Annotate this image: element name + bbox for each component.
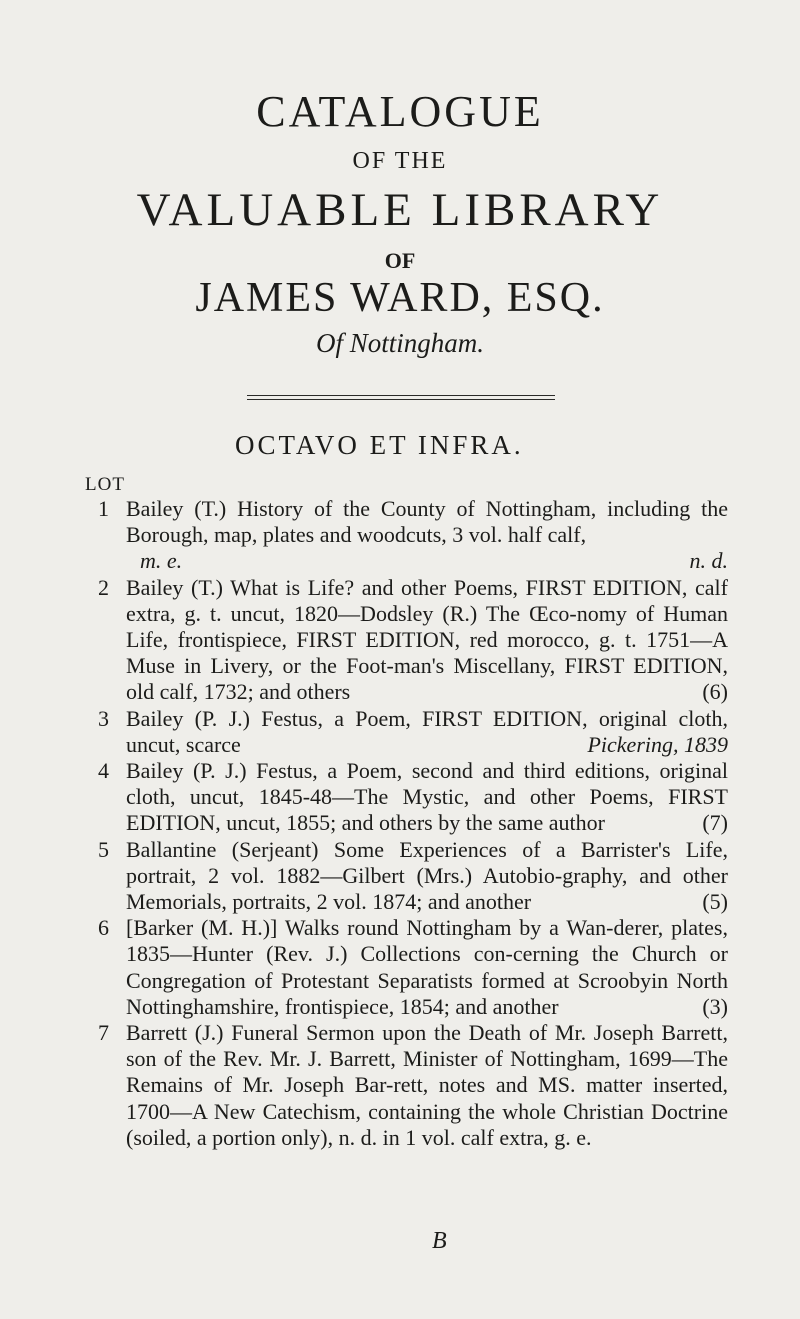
lot-volume-count: (5) xyxy=(702,889,728,915)
lot-description: Bailey (P. J.) Festus, a Poem, FIRST EDITION, original cloth, uncut, scarce xyxy=(126,705,728,757)
owner-place: Of Nottingham. xyxy=(315,328,484,358)
signature-mark: B xyxy=(432,1228,447,1254)
of-line: OF xyxy=(384,248,416,273)
lot-volume-count: (6) xyxy=(702,679,728,705)
lot-number: 4 xyxy=(98,758,109,784)
lot-description: [Barker (M. H.)] Walks round Nottingham by a Wan-derer, plates, 1835—Hunter (Rev. J.) Collections con-cerning the Church or Congregation of Protestant Separatists formed at Scroobyin North Nottinghamshire, frontispiece, 1854; and another xyxy=(126,915,728,1019)
lot-imprint: Pickering, 1839 xyxy=(587,731,728,757)
lot-entry xyxy=(100,915,728,1020)
lot-description: Ballantine (Serjeant) Some Experiences of a Barrister's Life, portrait, 2 vol. 1882—Gilbert (Mrs.) Autobio-graphy, and other Memorials, portraits, 2 vol. 1874; and another xyxy=(126,836,728,915)
lot-column-label: LOT xyxy=(85,474,125,495)
lot-edge-note: m. e. xyxy=(140,548,183,574)
lot-number: 7 xyxy=(98,1020,109,1046)
lot-date-note: n. d. xyxy=(689,548,728,574)
lot-entry xyxy=(100,575,728,706)
lot-description: Bailey (P. J.) Festus, a Poem, second and third editions, original cloth, uncut, 1845-48—The Mystic, and other Poems, FIRST EDITION, uncut, 1855; and others by the same author xyxy=(126,758,728,836)
lot-number: 5 xyxy=(98,836,109,862)
lot-entry xyxy=(100,706,728,758)
of-the-line: OF THE xyxy=(352,148,448,174)
lot-number: 1 xyxy=(98,496,109,521)
lot-number: 2 xyxy=(98,574,109,600)
catalogue-title: CATALOGUE xyxy=(256,87,544,136)
lot-entry xyxy=(100,1020,728,1151)
lot-entry xyxy=(100,496,728,575)
lot-volume-count: (7) xyxy=(702,810,728,836)
title-divider-rule xyxy=(247,395,555,400)
lot-number: 6 xyxy=(98,915,109,941)
lot-number: 3 xyxy=(98,705,109,731)
lot-entry xyxy=(100,837,728,916)
lot-list xyxy=(100,496,728,1151)
lot-description: Barrett (J.) Funeral Sermon upon the Death of Mr. Joseph Barrett, son of the Rev. Mr. J. Barrett, Minister of Nottingham, 1699—The Remains of Mr. Joseph Bar-rett, notes and MS. matter inserted, 1700—A New Catechism, containing the whole Christian Doctrine (soiled, a portion only), n. d. in 1 vol. calf extra, g. e. xyxy=(126,1020,728,1150)
lot-volume-count: (3) xyxy=(702,993,728,1019)
owner-name: JAMES WARD, ESQ. xyxy=(195,275,605,321)
lot-description: Bailey (T.) History of the County of Nottingham, including the Borough, map, plates and woodcuts, 3 vol. half calf, xyxy=(126,496,728,548)
library-title: VALUABLE LIBRARY xyxy=(136,184,664,236)
lot-entry xyxy=(100,758,728,837)
section-heading: OCTAVO ET INFRA. xyxy=(235,430,524,460)
lot-description: Bailey (T.) What is Life? and other Poems, FIRST EDITION, calf extra, g. t. uncut, 1820—Dodsley (R.) The Œco-nomy of Human Life, frontispiece, FIRST EDITION, red morocco, g. t. 1751—A Muse in Livery, or the Foot-man's Miscellany, FIRST EDITION, old calf, 1732; and others xyxy=(126,574,728,705)
